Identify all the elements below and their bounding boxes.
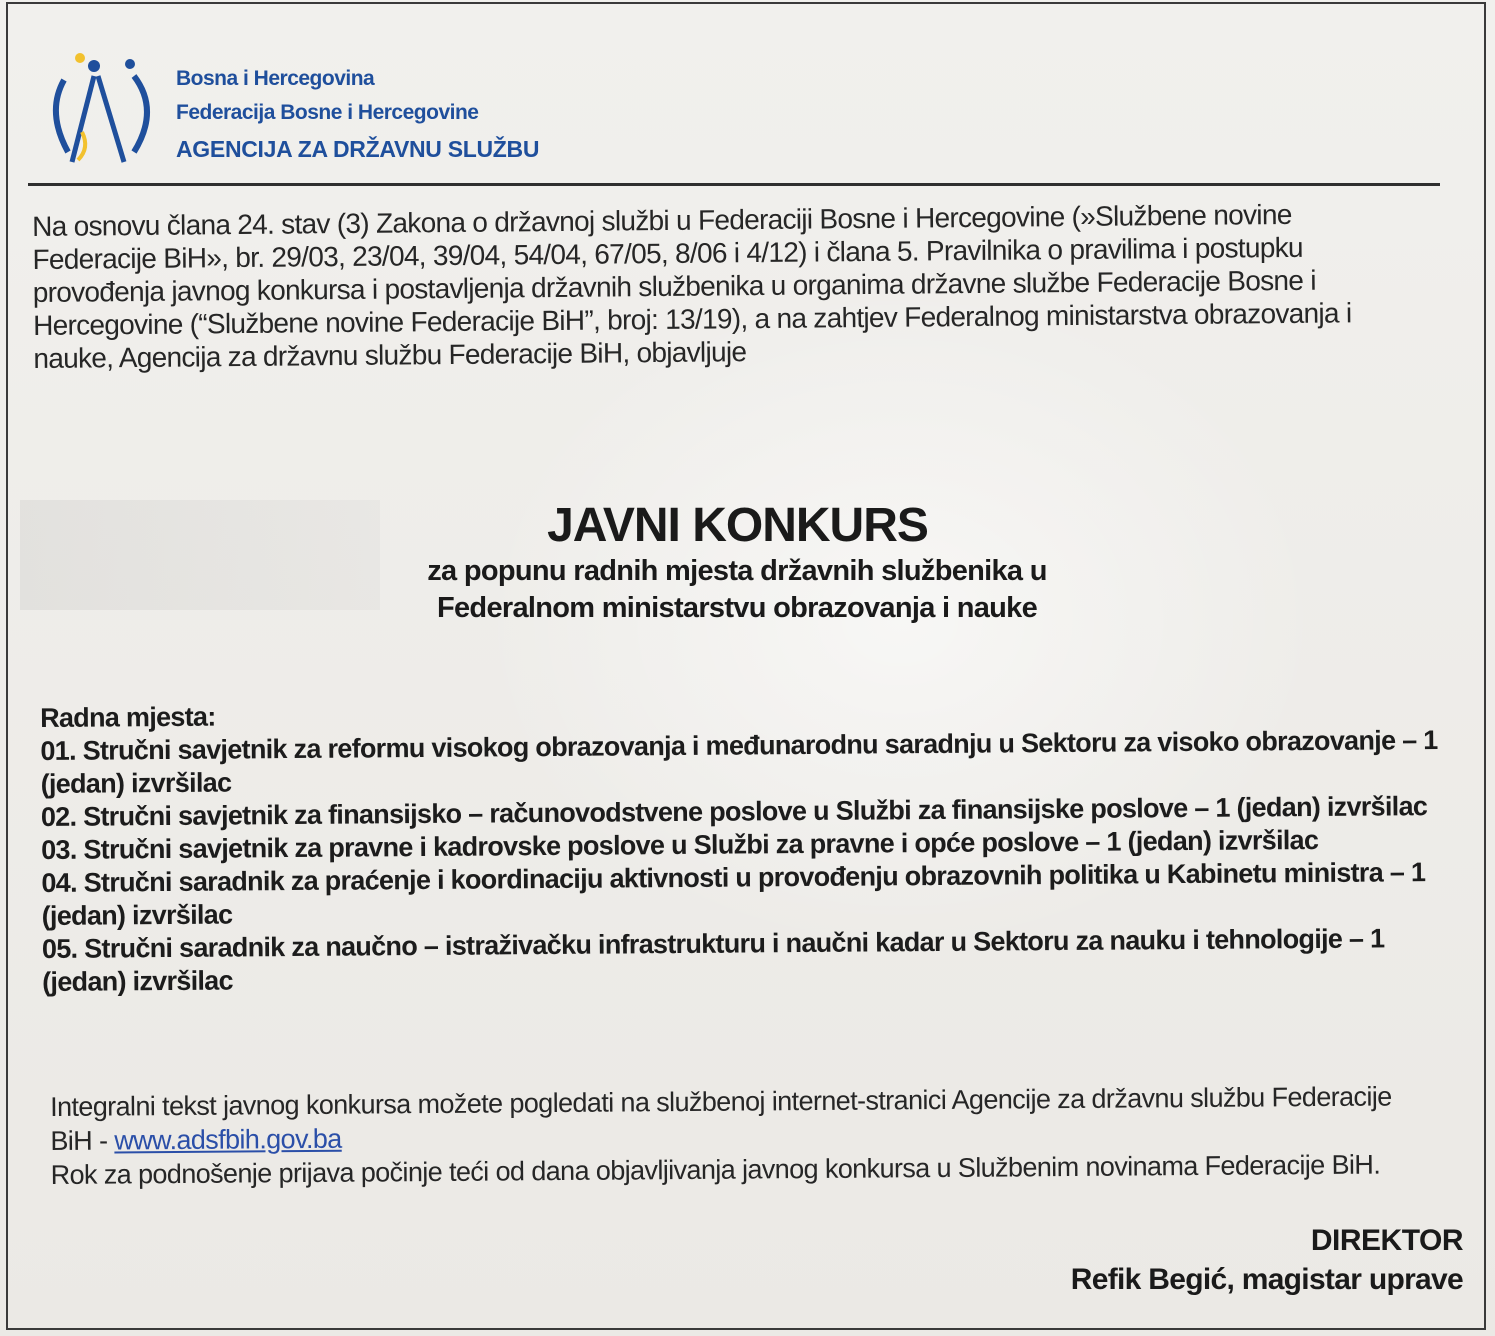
agency-line-3: AGENCIJA ZA DRŽAVNU SLUŽBU	[176, 136, 540, 162]
footer-text-1: Integralni tekst javnog konkursa možete pogledati na službenoj internet-stranici Agencije za državnu službu Federacije BiH -	[50, 1081, 1392, 1156]
agency-website-link[interactable]: www.adsfbih.gov.ba	[114, 1123, 342, 1156]
signature-name: Refik Begić, magistar uprave	[1070, 1263, 1463, 1296]
subtitle-line-2: Federalnom ministarstvu obrazovanja i nauke	[436, 592, 1038, 624]
agency-name	[176, 62, 539, 168]
agency-line-1: Bosna i Hercegovina	[176, 67, 375, 90]
position-item-4: 04. Stručni saradnik za praćenje i koordinaciju aktivnosti u provođenju obrazovnih politika u Kabinetu ministra – 1 (jedan) izvršilac	[41, 857, 1426, 931]
agency-line-2: Federacija Bosne i Hercegovine	[176, 101, 479, 124]
agency-logo-icon	[42, 52, 172, 172]
signature-block	[1071, 1222, 1463, 1300]
footer-text-2: Rok za podnošenje prijava počinje teći od dana objavljivanja javnog konkursa u Službenim novinama Federacije BiH.	[50, 1149, 1381, 1190]
ad-subtitle	[0, 553, 1477, 627]
position-item-1: 01. Stručni savjetnik za reformu visokog obrazovanja i međunarodnu saradnju u Sektoru za visoko obrazovanje – 1 (jedan) izvršilac	[40, 725, 1438, 799]
positions-heading: Radna mjesta:	[40, 701, 216, 733]
header-divider	[28, 183, 1440, 186]
ad-title: JAVNI KONKURS	[547, 499, 928, 552]
footer-paragraph	[50, 1079, 1411, 1192]
positions-list	[40, 691, 1447, 999]
signature-role: DIREKTOR	[1310, 1224, 1463, 1257]
intro-paragraph: Na osnovu člana 24. stav (3) Zakona o državnoj službi u Federaciji Bosne i Hercegovine (»Službene novine Federacije BiH», br. 29/03, 23/04, 39/04, 54/04, 67/05, 8/06 i 4/12) i člana 5. Pravilnika o pravilima i postupku provođenja javnog konkursa i postavljenja državnih službenika u organima državne službe Federacije Bosne i Hercegovine (“Službene novine Federacije BiH”, broj: 13/19), a na zahtjev Federalnog ministarstva obrazovanja i nauke, Agencija za državnu službu Federacije BiH, objavljuje	[32, 198, 1352, 374]
position-item-2: 02. Stručni savjetnik za finansijsko – računovodstvene poslove u Službi za finansijske poslove – 1 (jedan) izvršilac	[40, 791, 1428, 832]
position-item-5: 05. Stručni saradnik za naučno – istraživačku infrastrukturu i naučni kadar u Sektoru za nauku i tehnologije – 1 (jedan) izvršilac	[41, 923, 1385, 997]
position-item-3: 03. Stručni savjetnik za pravne i kadrovske poslove u Službi za pravne i opće poslove – 1 (jedan) izvršilac	[41, 824, 1319, 865]
subtitle-line-1: za popunu radnih mjesta državnih službenika u	[427, 555, 1047, 587]
